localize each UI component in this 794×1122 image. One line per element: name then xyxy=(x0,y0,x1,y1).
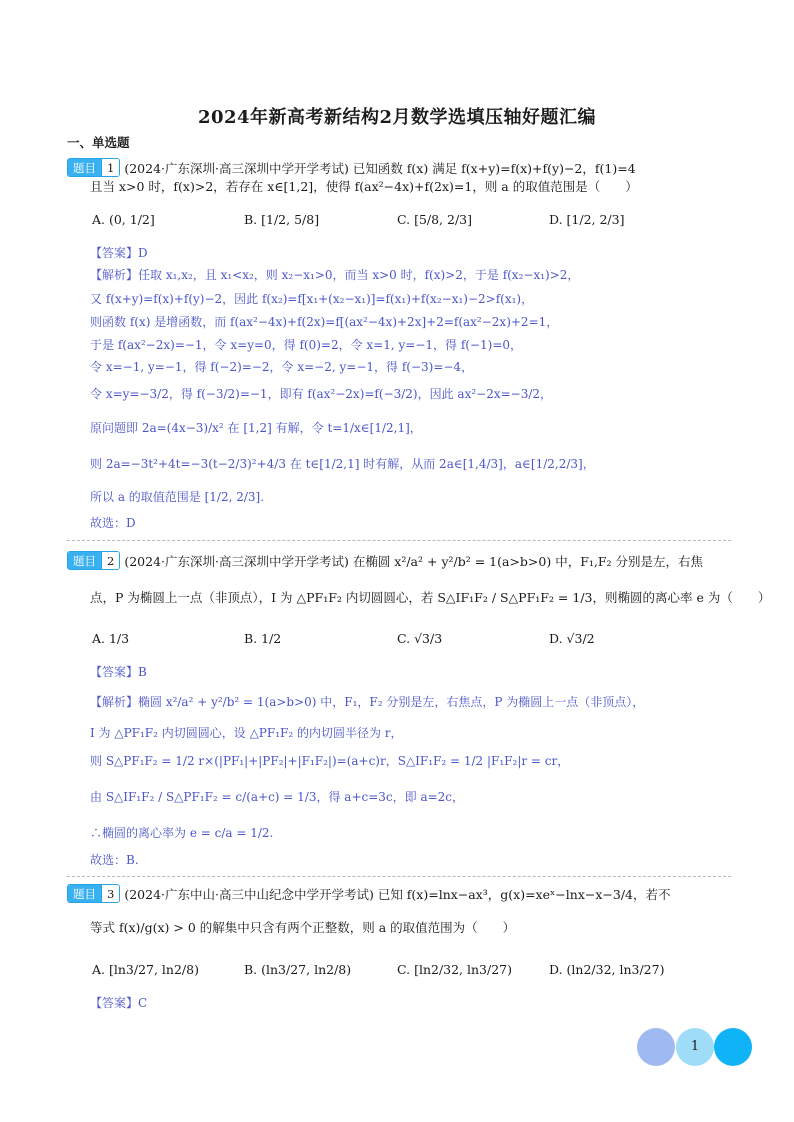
question-2-option-a: A. 1/3 xyxy=(92,631,130,646)
question-badge: 题目 2 xyxy=(67,551,120,570)
question-1-solution-line: 故选：D xyxy=(90,516,136,530)
question-2-solution-line: 故选：B. xyxy=(90,853,139,867)
question-1-option-d: D. [1/2, 2/3] xyxy=(549,212,625,227)
divider xyxy=(67,876,731,877)
question-1-solution-line: 又 f(x+y)=f(x)+f(y)−2，因此 f(x₂)=f[x₁+(x₂−x₁)]=f(x₁)+f(x₂−x₁)−2>f(x₁)， xyxy=(90,292,534,306)
question-3-option-c: C. [ln2/32, ln3/27) xyxy=(397,962,513,977)
question-2-solution-line: ∴椭圆的离心率为 e = c/a = 1/2. xyxy=(90,826,274,840)
question-1-solution-line: 令 x=y=−3/2，得 f(−3/2)=−1，即有 f(ax²−2x)=f(−3/2)，因此 ax²−2x=−3/2， xyxy=(90,387,553,401)
question-1-text-line-1: (2024·广东深圳·高三深圳中学开学考试) 已知函数 f(x) 满足 f(x+y)=f(x)+f(y)−2，f(1)=4 xyxy=(124,160,636,176)
question-2-text-line-2: 点，P 为椭圆上一点（非顶点），I 为 △PF₁F₂ 内切圆圆心，若 S△IF₁F₂ / S△PF₁F₂ = 1/3，则椭圆的离心率 e 为（ ） xyxy=(90,590,771,605)
question-2-solution-line: 由 S△IF₁F₂ / S△PF₁F₂ = c/(a+c) = 1/3，得 a+c=3c，即 a=2c， xyxy=(90,790,465,804)
question-2-answer: 【答案】B xyxy=(90,665,147,679)
question-1-option-b: B. [1/2, 5/8] xyxy=(244,212,320,227)
question-1-text-line-2: 且当 x>0 时，f(x)>2，若存在 x∈[1,2]，使得 f(ax²−4x)+f(2x)=1，则 a 的取值范围是（ ） xyxy=(90,179,638,194)
question-2-option-c: C. √3/3 xyxy=(397,631,443,646)
decor-dot xyxy=(714,1028,752,1066)
question-2-text-line-1: (2024·广东深圳·高三深圳中学开学考试) 在椭圆 x²/a² + y²/b² = 1(a>b>0) 中，F₁,F₂ 分别是左，右焦 xyxy=(124,553,704,569)
divider xyxy=(67,540,731,541)
question-2-solution-line: 【解析】椭圆 x²/a² + y²/b² = 1(a>b>0) 中，F₁，F₂ 分别是左，右焦点，P 为椭圆上一点（非顶点）， xyxy=(90,695,645,709)
question-badge: 题目 3 xyxy=(67,884,120,903)
question-badge: 题目 1 xyxy=(67,158,120,177)
page-title: 2024年新高考新结构2月数学选填压轴好题汇编 xyxy=(197,107,597,128)
question-1-option-c: C. [5/8, 2/3] xyxy=(397,212,472,227)
question-1-option-a: A. (0, 1/2] xyxy=(92,212,155,227)
question-1-solution-line: 原问题即 2a=(4x−3)/x² 在 [1,2] 有解，令 t=1/x∈[1/2,1]， xyxy=(90,421,422,435)
question-1-solution-line: 令 x=−1, y=−1，得 f(−2)=−2，令 x=−2, y=−1，得 f(−3)=−4， xyxy=(90,360,474,374)
question-3-option-d: D. (ln2/32, ln3/27) xyxy=(549,962,665,977)
question-3-header xyxy=(67,884,670,903)
question-1-answer: 【答案】D xyxy=(90,246,148,260)
question-3-option-a: A. [ln3/27, ln2/8) xyxy=(92,962,199,977)
question-3-text-line-2: 等式 f(x)/g(x) > 0 的解集中只含有两个正整数，则 a 的取值范围为（ ） xyxy=(90,920,516,935)
decor-dot xyxy=(637,1028,675,1066)
question-1-solution-line: 于是 f(ax²−2x)=−1，令 x=y=0，得 f(0)=2，令 x=1, y=−1，得 f(−1)=0， xyxy=(90,338,523,352)
page-number-decoration xyxy=(637,1028,753,1066)
question-2-header xyxy=(67,551,703,570)
question-2-solution-line: I 为 △PF₁F₂ 内切圆圆心，设 △PF₁F₂ 的内切圆半径为 r， xyxy=(90,726,403,740)
question-2-option-b: B. 1/2 xyxy=(244,631,282,646)
question-1-solution-line: 则函数 f(x) 是增函数，而 f(ax²−4x)+f(2x)=f[(ax²−4x)+2x]+2=f(ax²−2x)+2=1， xyxy=(90,315,559,329)
question-1-solution-line: 所以 a 的取值范围是 [1/2, 2/3]. xyxy=(90,490,265,504)
question-2-solution-line: 则 S△PF₁F₂ = 1/2 r×(|PF₁|+|PF₂|+|F₁F₂|)=(a+c)r，S△IF₁F₂ = 1/2 |F₁F₂|r = cr， xyxy=(90,754,570,768)
question-1-solution-line: 则 2a=−3t²+4t=−3(t−2/3)²+4/3 在 t∈[1/2,1] 时有解，从而 2a∈[1,4/3]，a∈[1/2,2/3]， xyxy=(90,457,595,471)
question-1-solution-line: 【解析】任取 x₁,x₂，且 x₁<x₂，则 x₂−x₁>0，而当 x>0 时，f(x)>2，于是 f(x₂−x₁)>2， xyxy=(90,268,580,282)
page-number: 1 xyxy=(690,1039,700,1054)
question-3-text-line-1: (2024·广东中山·高三中山纪念中学开学考试) 已知 f(x)=lnx−ax³，g(x)=xeˣ−lnx−x−3/4，若不 xyxy=(124,886,671,902)
question-1-header xyxy=(67,158,636,177)
question-3-answer: 【答案】C xyxy=(90,996,148,1010)
section-heading: 一、单选题 xyxy=(67,135,130,150)
question-3-option-b: B. (ln3/27, ln2/8) xyxy=(244,962,352,977)
question-2-option-d: D. √3/2 xyxy=(549,631,595,646)
